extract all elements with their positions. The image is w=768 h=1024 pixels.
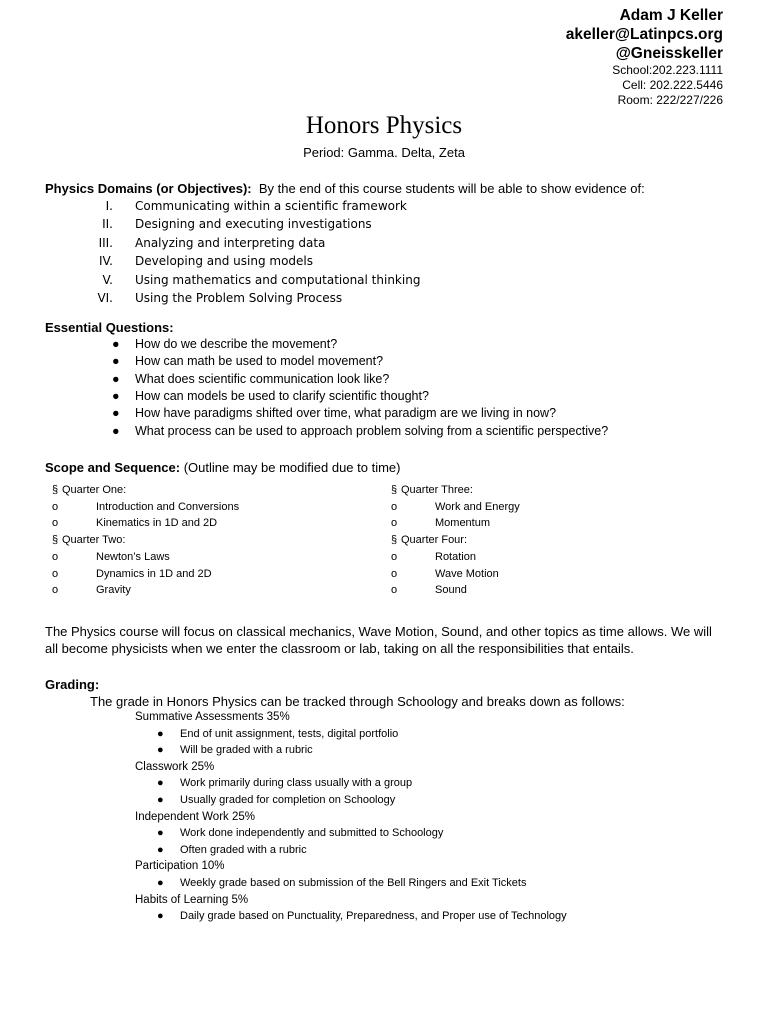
grading-category: Participation 10%	[135, 860, 225, 873]
bullet-icon: ●	[157, 910, 164, 923]
essential-question	[112, 388, 732, 404]
topic-item: Work and Energy	[435, 500, 520, 513]
domain-item	[85, 272, 685, 289]
quarter-label: Quarter Three:	[401, 484, 473, 496]
domain-numeral: IV.	[98, 254, 113, 269]
section-marker-icon: §	[52, 534, 59, 547]
quarter-label: Quarter Four:	[401, 534, 468, 547]
grading-detail: End of unit assignment, tests, digital portfolio	[180, 727, 399, 740]
cell-phone: Cell: 202.222.5446	[622, 78, 723, 92]
domains-line	[45, 180, 645, 197]
room-numbers: Room: 222/227/226	[617, 93, 723, 107]
scope-left-column	[50, 483, 370, 601]
grading-detail: Daily grade based on Punctuality, Preparedness, and Proper use of Technology	[180, 910, 567, 923]
school-phone: School:202.223.1111	[612, 63, 723, 77]
domain-item	[85, 235, 685, 252]
topic-item: Sound	[435, 584, 467, 597]
topic-item: Rotation	[435, 550, 476, 563]
item-marker-icon: o	[391, 500, 398, 513]
domain-numeral: V.	[102, 272, 113, 287]
item-marker-icon: o	[391, 584, 398, 597]
bullet-icon: ●	[157, 877, 164, 889]
quarter-label: Quarter One:	[62, 484, 127, 496]
domain-item	[85, 198, 685, 215]
contact-block	[566, 6, 723, 108]
bullet-icon: ●	[157, 794, 164, 806]
scope-heading: Scope and Sequence:	[45, 460, 181, 475]
grading-detail: Usually graded for completion on Schoology	[180, 794, 396, 806]
grading-breakdown	[135, 710, 735, 930]
domain-text: Using mathematics and computational thinking	[135, 272, 421, 287]
scope-right-column	[389, 483, 719, 601]
section-marker-icon: §	[391, 484, 398, 496]
topic-item: Dynamics in 1D and 2D	[96, 567, 212, 580]
item-marker-icon: o	[52, 550, 59, 563]
bullet-icon: ●	[112, 388, 120, 403]
domain-text: Analyzing and interpreting data	[135, 235, 326, 250]
teacher-handle: @Gneisskeller	[615, 45, 723, 62]
question-text: How have paradigms shifted over time, what paradigm are we living in now?	[135, 406, 557, 421]
topic-item: Gravity	[96, 584, 131, 597]
domain-item	[85, 216, 685, 233]
domains-intro: By the end of this course students will be able to show evidence of:	[258, 181, 645, 196]
section-marker-icon: §	[52, 484, 59, 496]
essential-question	[112, 371, 732, 387]
bullet-icon: ●	[112, 406, 120, 421]
essential-question	[112, 336, 732, 352]
question-text: How do we describe the movement?	[135, 337, 338, 351]
grading-intro: The grade in Honors Physics can be tracked through Schoology and breaks down as follows:	[90, 694, 625, 709]
domains-list	[85, 198, 685, 313]
domain-text: Developing and using models	[135, 254, 314, 269]
bullet-icon: ●	[157, 727, 164, 740]
item-marker-icon: o	[52, 584, 59, 597]
question-text: What does scientific communication look like?	[135, 371, 390, 386]
teacher-email: akeller@Latinpcs.org	[565, 26, 723, 43]
class-period: Period: Gamma. Delta, Zeta	[303, 145, 465, 160]
bullet-icon: ●	[112, 354, 120, 369]
grading-category: Habits of Learning 5%	[135, 893, 249, 906]
question-text: How can math be used to model movement?	[135, 354, 384, 369]
grading-category: Classwork 25%	[135, 760, 215, 773]
bullet-icon: ●	[157, 843, 164, 856]
bullet-icon: ●	[112, 371, 120, 386]
bullet-icon: ●	[112, 423, 120, 438]
topic-item: Momentum	[435, 517, 491, 530]
bullet-icon: ●	[112, 337, 120, 351]
essential-question	[112, 353, 732, 369]
essential-question	[112, 423, 732, 439]
domain-item	[85, 253, 685, 270]
domain-numeral: III.	[98, 235, 113, 250]
domain-numeral: II.	[102, 217, 113, 232]
essential-questions-list	[112, 336, 732, 446]
item-marker-icon: o	[391, 550, 398, 563]
topic-item: Newton’s Laws	[96, 550, 170, 563]
grading-category: Independent Work 25%	[135, 810, 255, 823]
domains-heading: Physics Domains (or Objectives):	[45, 181, 252, 196]
item-marker-icon: o	[391, 567, 398, 580]
topic-item: Introduction and Conversions	[96, 500, 240, 513]
grading-detail: Will be graded with a rubric	[180, 744, 313, 757]
item-marker-icon: o	[52, 500, 59, 513]
teacher-name: Adam J Keller	[619, 7, 723, 24]
grading-detail: Work primarily during class usually with a group	[180, 777, 413, 790]
section-marker-icon: §	[391, 534, 398, 547]
item-marker-icon: o	[52, 517, 59, 530]
topic-item: Kinematics in 1D and 2D	[96, 517, 218, 530]
bullet-icon: ●	[157, 744, 164, 757]
scope-note: (Outline may be modified due to time)	[183, 460, 401, 475]
page-title: Honors Physics	[305, 112, 463, 139]
bullet-icon: ●	[157, 827, 164, 840]
domain-text: Using the Problem Solving Process	[135, 291, 343, 305]
domain-numeral: VI.	[97, 291, 113, 305]
topic-item: Wave Motion	[435, 567, 499, 580]
scope-line	[45, 459, 401, 476]
course-description: The Physics course will focus on classical mechanics, Wave Motion, Sound, and other topics as time allows. We will all become physicists when we enter the classroom or lab, taking on all the responsibilities that entails.	[45, 624, 712, 656]
domain-text: Communicating within a scientific framework	[135, 199, 407, 213]
bullet-icon: ●	[157, 777, 164, 790]
grading-detail: Weekly grade based on submission of the Bell Ringers and Exit Tickets	[180, 877, 527, 889]
item-marker-icon: o	[52, 567, 59, 580]
domain-item	[85, 290, 685, 307]
item-marker-icon: o	[391, 517, 398, 530]
essential-question	[112, 405, 732, 421]
grading-detail: Work done independently and submitted to Schoology	[180, 827, 444, 840]
question-text: What process can be used to approach problem solving from a scientific perspective?	[135, 423, 609, 438]
domain-text: Designing and executing investigations	[135, 217, 372, 232]
grading-heading: Grading:	[45, 677, 100, 692]
domain-numeral: I.	[105, 199, 113, 213]
essential-heading: Essential Questions:	[45, 320, 174, 335]
grading-category: Summative Assessments 35%	[135, 711, 290, 723]
grading-detail: Often graded with a rubric	[180, 843, 307, 856]
quarter-label: Quarter Two:	[62, 534, 126, 547]
question-text: How can models be used to clarify scientific thought?	[135, 388, 429, 403]
